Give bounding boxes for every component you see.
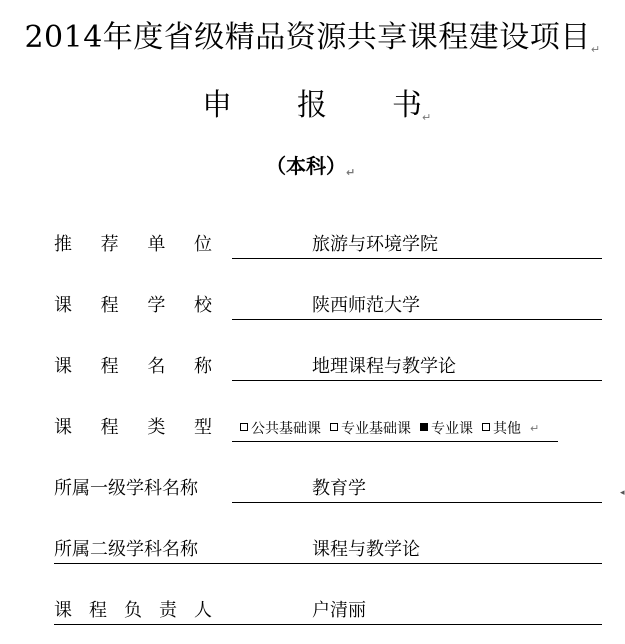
paragraph-return-icon: ↵ xyxy=(422,111,432,124)
checkbox-icon[interactable] xyxy=(330,423,338,431)
course-type-options xyxy=(240,420,539,438)
subtitle-char-2: 报 xyxy=(297,88,327,123)
paragraph-return-icon: ↵ xyxy=(590,43,601,56)
course-type-option[interactable] xyxy=(482,420,521,438)
underline xyxy=(232,319,602,320)
field-label: 课程学校 xyxy=(54,295,212,316)
underline xyxy=(232,441,558,442)
field-value: 教育学 xyxy=(312,478,366,499)
checkbox-icon[interactable] xyxy=(482,423,490,431)
underline xyxy=(54,563,602,564)
field-label: 课程负责人 xyxy=(54,600,212,621)
field-value: 陕西师范大学 xyxy=(312,295,420,316)
field-label: 课程类型 xyxy=(54,417,212,438)
course-type-option[interactable] xyxy=(420,420,473,438)
subtitle-char-3: 书 xyxy=(392,88,422,123)
underline xyxy=(232,380,602,381)
subtitle-char-1: 申 xyxy=(202,88,232,123)
checkbox-checked-icon[interactable] xyxy=(420,423,428,431)
form-row-course-name xyxy=(0,356,625,388)
underline xyxy=(232,502,602,503)
option-label: 公共基础课 xyxy=(251,421,321,437)
field-label: 所属一级学科名称 xyxy=(54,478,198,499)
category-label xyxy=(266,150,355,179)
field-value: 课程与教学论 xyxy=(312,539,420,560)
document-title xyxy=(0,12,625,56)
form-row-primary-discipline xyxy=(0,478,625,510)
underline xyxy=(54,624,602,625)
course-type-option[interactable] xyxy=(330,420,411,438)
paragraph-return-icon: ↵ xyxy=(530,422,540,435)
category-text: （本科） xyxy=(266,154,346,178)
option-label: 其他 xyxy=(493,421,521,437)
form-row-recommending-unit xyxy=(0,234,625,266)
margin-marker-icon: ◂ xyxy=(620,488,625,498)
form-row-course-leader xyxy=(0,600,625,632)
form-row-course-school xyxy=(0,295,625,327)
paragraph-return-icon: ↵ xyxy=(346,166,356,179)
field-value: 户清丽 xyxy=(312,600,366,621)
option-label: 专业基础课 xyxy=(341,421,411,437)
checkbox-icon[interactable] xyxy=(240,423,248,431)
document-subtitle xyxy=(202,80,431,124)
field-label: 推荐单位 xyxy=(54,234,212,255)
underline xyxy=(232,258,602,259)
document-title-text: 2014年度省级精品资源共享课程建设项目 xyxy=(24,20,591,55)
course-type-option[interactable] xyxy=(240,420,321,438)
option-label: 专业课 xyxy=(431,421,473,437)
form-row-course-type xyxy=(0,417,625,449)
field-value: 旅游与环境学院 xyxy=(312,234,438,255)
field-value: 地理课程与教学论 xyxy=(312,356,456,377)
field-label: 课程名称 xyxy=(54,356,212,377)
field-label: 所属二级学科名称 xyxy=(54,539,198,560)
form-row-secondary-discipline xyxy=(0,539,625,571)
